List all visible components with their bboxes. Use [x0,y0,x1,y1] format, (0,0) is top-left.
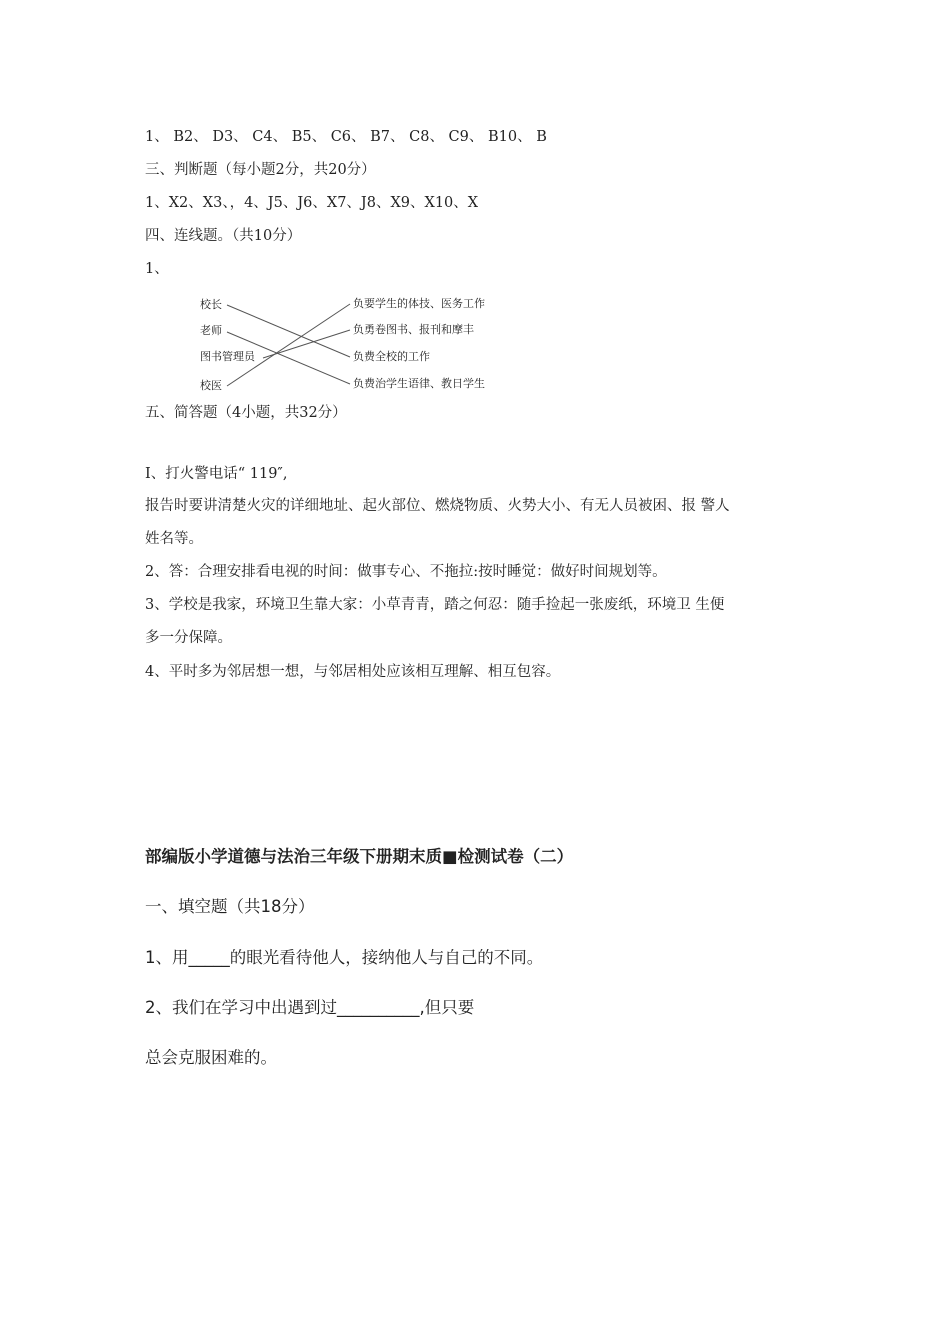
short-answer-2: 2、答：合理安排看电视的时间：做事专心、不拖拉:按时睡觉：做好时间规划等。 [145,564,667,580]
short-heading: 五、简答题（4小题，共32分） [145,405,347,421]
exam-title: 部编版小学道德与法治三年级下册期末质■检测试卷（二） [145,847,574,866]
short-answer-3-line2: 多一分保障。 [145,630,232,646]
short-answer-3-line1: 3、学校是我家，环境卫生靠大家：小草青青，踏之何忍：随手捡起一张废纸，环境卫 生便 [145,597,725,613]
short-answer-4: 4、平时多为邻居想一想，与邻居相处应该相互理解、相互包容。 [145,664,561,680]
choice-answers: 1、 B2、 D3、 C4、 B5、 C6、 B7、 C8、 C9、 B10、 B [145,129,547,145]
match-right-4: 负费治学生语律、教日学生 [353,377,485,390]
match-right-3: 负费全校的工作 [353,350,430,363]
judge-answers: 1、X2、X3、，4、J5、J6、X7、J8、X9、X10、X [145,195,479,211]
judge-heading: 三、判断题（每小题2分，共20分） [145,162,376,178]
match-right-2: 负勇卷图书、报刊和摩丰 [353,323,474,336]
match-left-1: 校长 [200,298,222,311]
match-left-4: 校医 [200,379,222,392]
short-answer-1-line3: 姓名等。 [145,531,203,547]
match-heading: 四、连线题。（共10分） [145,228,302,244]
match-left-3: 图书管理员 [200,350,255,363]
fill-blank-q2: 2、我们在学习中出遇到过__________,但只要 [145,998,475,1017]
short-answer-1-line2: 报告时要讲清楚火灾的详细地址、起火部位、燃烧物质、火势大小、有无人员被困、报 警人 [145,498,730,514]
match-number: 1、 [145,261,169,277]
fill-blank-heading: 一、填空题（共18分） [145,897,315,916]
match-left-2: 老师 [200,324,222,337]
fill-blank-q2-cont: 总会克服困难的。 [145,1048,277,1067]
short-answer-1-line1: I、打火警电话“ 119″, [145,466,288,482]
fill-blank-q1: 1、用_____的眼光看待他人，接纳他人与自己的不同。 [145,948,544,967]
match-right-1: 负要学生的体技、医务工作 [353,297,485,310]
matching-diagram [195,292,515,398]
match-line-doctor [227,304,350,386]
